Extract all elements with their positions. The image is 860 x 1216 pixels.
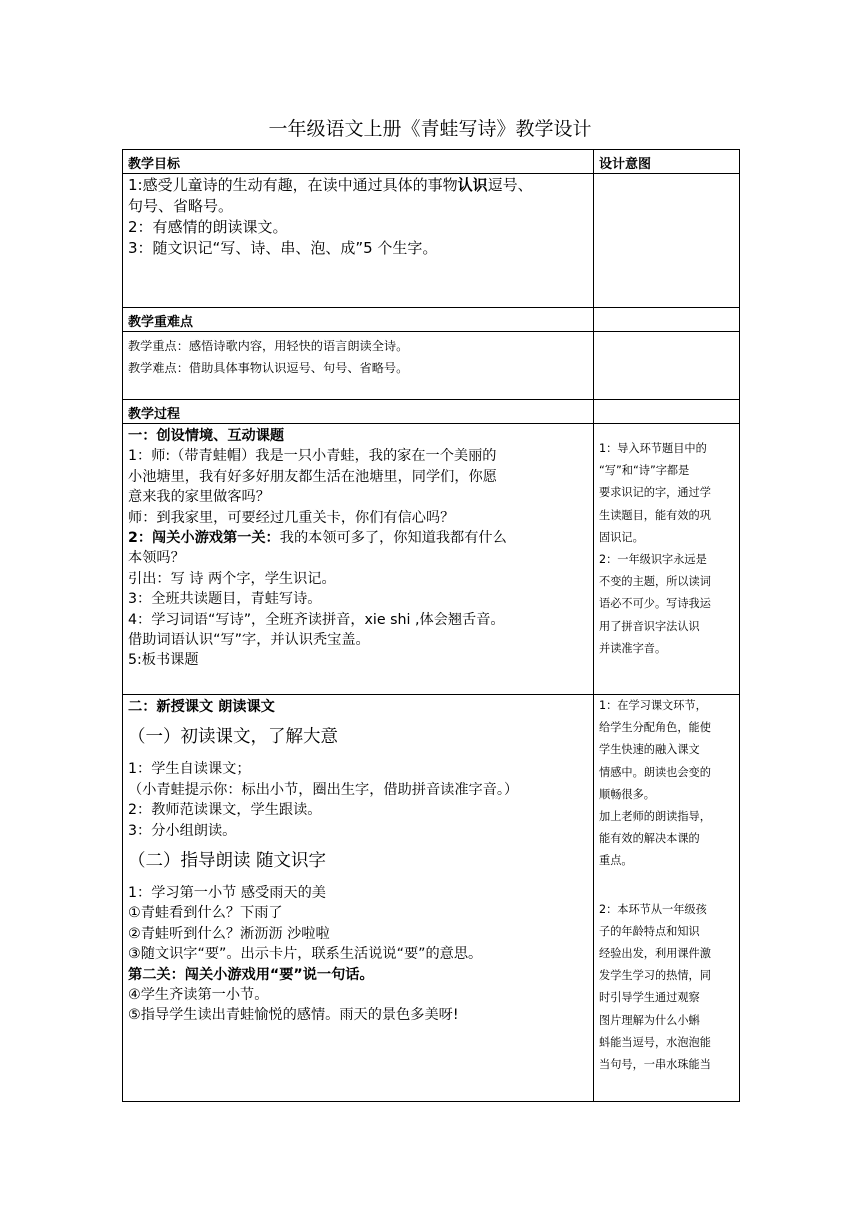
intent-header: 设计意图	[594, 150, 740, 174]
difficulty-header-row	[123, 308, 740, 332]
intent-line: 2：一年级识字永远是	[599, 553, 707, 567]
process-line: 小池塘里，我有好多好朋友都生活在池塘里，同学们，你愿	[128, 468, 497, 485]
section2-heading: 二：新授课文 朗读课文	[128, 699, 275, 715]
section2-row	[123, 695, 740, 1102]
intent-line: 图片理解为什么小蝌	[599, 1013, 700, 1027]
goals-cell	[123, 174, 594, 308]
intent-line: 给学生分配角色，能使	[599, 721, 711, 735]
section1-row	[123, 424, 740, 695]
subsection1-title: （一）初读课文，了解大意	[128, 727, 338, 748]
difficulty-row	[123, 332, 740, 400]
intent-line: 1：导入环节题目中的	[599, 442, 707, 455]
intent-line: 重点。	[599, 854, 633, 868]
process-line: 第二关：闯关小游戏用“要”说一句话。	[128, 966, 374, 983]
intent-line: 顺畅很多。	[599, 787, 655, 801]
section2-intent-cell	[594, 695, 740, 1102]
process-line: ③随文识字“要”。出示卡片，联系生活说说“要”的意思。	[128, 946, 483, 963]
process-line: （小青蛙提示你：标出小节，圈出生字，借助拼音读准字音。）	[128, 781, 519, 798]
intent-line: 并读准字音。	[599, 641, 667, 655]
intent-line: “写”和“诗”字都是	[599, 464, 690, 478]
process-line: 1：学习第一小节 感受雨天的美	[128, 885, 326, 902]
section1-cell	[123, 424, 594, 695]
goal-line: 2：有感情的朗读课文。	[128, 218, 288, 236]
process-header: 教学过程	[123, 400, 594, 424]
process-line: 5:板书课题	[128, 652, 199, 669]
goal-line: 3：随文识记“写、诗、串、泡、成”5 个生字。	[128, 239, 438, 257]
header-row	[123, 150, 740, 174]
process-header-row	[123, 400, 740, 424]
process-intent-header	[594, 400, 740, 424]
difficulty-header: 教学重难点	[123, 308, 594, 332]
subsection2-title: （二）指导朗读 随文识字	[128, 851, 327, 872]
difficulty-cell	[123, 332, 594, 400]
process-line: 2：闯关小游戏第一关：我的本领可多了，你知道我都有什么	[128, 530, 507, 547]
intent-line: 用了拼音识字法认识	[599, 619, 700, 633]
process-line: ④学生齐读第一小节。	[128, 987, 269, 1004]
key-point: 教学重点：感悟诗歌内容，用轻快的语言朗读全诗。	[128, 339, 409, 353]
process-line: 1：师:（带青蛙帽）我是一只小青蛙，我的家在一个美丽的	[128, 448, 497, 465]
process-line: 本领吗？	[128, 550, 185, 567]
process-line: ①青蛙看到什么？下雨了	[128, 905, 283, 922]
intent-line: 1：在学习课文环节，	[599, 699, 707, 712]
difficulty-intent-cell	[594, 332, 740, 400]
process-line: 3：分小组朗读。	[128, 822, 237, 839]
document-title: 一年级语文上册《青蛙写诗》教学设计	[268, 118, 592, 140]
process-line: 4：学习词语“写诗”，全班齐读拼音，xie shi ,体会翘舌音。	[128, 611, 505, 628]
goal-line: 1:感受儿童诗的生动有趣，在读中通过具体的事物认识逗号、	[128, 176, 533, 194]
process-line: 引出：写 诗 两个字，学生识记。	[128, 570, 336, 587]
lesson-plan-table	[122, 149, 740, 1102]
intent-line: 学生快速的融入课文	[599, 743, 700, 757]
intent-line: 要求识记的字，通过学	[599, 486, 711, 500]
intent-line: 子的年龄特点和知识	[599, 924, 700, 938]
intent-line: 语必不可少。写诗我运	[599, 597, 711, 611]
process-line: ⑤指导学生读出青蛙愉悦的感情。雨天的景色多美呀!	[128, 1007, 459, 1024]
intent-line: 加上老师的朗读指导，	[599, 810, 711, 824]
process-line: 意来我的家里做客吗？	[128, 489, 270, 506]
goal-line: 句号、省略号。	[128, 197, 234, 215]
process-line: 3：全班共读题目，青蛙写诗。	[128, 591, 322, 608]
intent-line: 蚪能当逗号，水泡泡能	[599, 1035, 711, 1049]
process-line: ②青蛙听到什么？淅沥沥 沙啦啦	[128, 925, 330, 942]
process-line: 师：到我家里，可要经过几重关卡，你们有信心吗？	[128, 509, 455, 526]
goals-row	[123, 174, 740, 308]
process-line: 借助词语认识“写”字，并认识秃宝盖。	[128, 632, 370, 649]
difficult-point: 教学难点：借助具体事物认识逗号、句号、省略号。	[128, 361, 409, 375]
intent-line: 生读题目，能有效的巩	[599, 508, 711, 522]
intent-line: 发学生学习的热情，同	[599, 969, 711, 983]
intent-line: 能有效的解决本课的	[599, 832, 700, 846]
intent-line: 当句号，一串水珠能当	[599, 1058, 711, 1072]
intent-line: 2：本环节从一年级孩	[599, 902, 707, 916]
goals-intent-cell	[594, 174, 740, 308]
intent-line: 不变的主题，所以读词	[599, 575, 711, 589]
section1-intent-cell	[594, 424, 740, 695]
intent-line: 固识记。	[599, 530, 644, 544]
intent-line: 时引导学生通过观察	[599, 991, 700, 1005]
process-line: 2：教师范读课文，学生跟读。	[128, 802, 322, 819]
difficulty-intent-header	[594, 308, 740, 332]
section1-heading: 一：创设情境、互动课题	[128, 428, 285, 444]
intent-line: 经验出发，利用课件激	[599, 947, 711, 961]
intent-line: 情感中。朗读也会变的	[599, 765, 711, 779]
section2-cell	[123, 695, 594, 1102]
process-line: 1：学生自读课文；	[128, 761, 251, 778]
goals-header: 教学目标	[123, 150, 594, 174]
